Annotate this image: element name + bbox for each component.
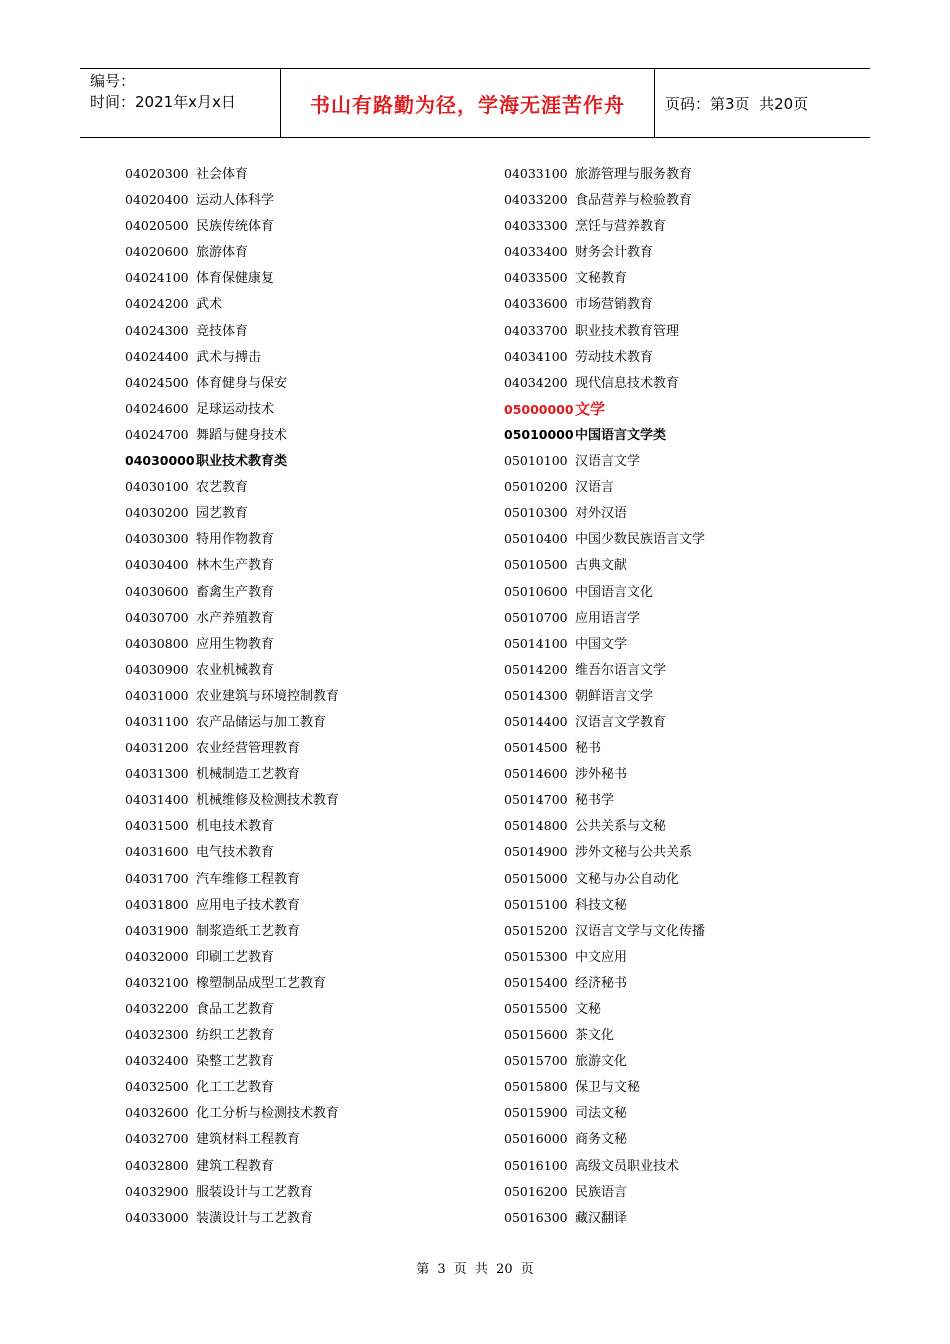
item-code: 05015800 <box>504 1079 568 1095</box>
list-item <box>504 970 705 996</box>
item-name: 橡塑制品成型工艺教育 <box>196 975 327 991</box>
item-code: 04030100 <box>125 479 189 495</box>
list-item <box>125 839 339 865</box>
item-code: 05015500 <box>504 1001 568 1016</box>
item-name: 茶文化 <box>575 1028 615 1044</box>
list-item <box>504 944 705 970</box>
item-code: 04031200 <box>125 740 189 756</box>
item-name: 农产品储运与加工教育 <box>196 714 327 730</box>
item-name: 涉外秘书 <box>575 767 628 783</box>
item-code: 05014100 <box>504 635 568 651</box>
list-item <box>504 761 705 787</box>
list-item <box>125 631 339 657</box>
item-code: 04024500 <box>125 374 189 390</box>
list-item <box>504 291 705 317</box>
item-code: 05010400 <box>504 531 568 547</box>
item-name: 汉语言文学 <box>575 454 641 470</box>
list-item <box>504 396 705 422</box>
item-code: 05015700 <box>504 1053 568 1069</box>
list-item <box>504 187 705 213</box>
item-code: 04030400 <box>125 557 189 573</box>
item-name: 服装设计与工艺教育 <box>196 1184 314 1200</box>
item-code: 05010700 <box>504 609 568 625</box>
list-item <box>125 579 339 605</box>
item-code: 04032100 <box>125 974 189 990</box>
item-code: 05015400 <box>504 974 568 990</box>
list-item <box>125 1074 339 1100</box>
item-name: 运动人体科学 <box>196 193 275 209</box>
item-code: 05016300 <box>504 1209 568 1225</box>
item-name: 电气技术教育 <box>196 845 275 861</box>
list-item <box>504 918 705 944</box>
item-code: 05016100 <box>504 1157 568 1173</box>
item-code: 05014500 <box>504 740 568 756</box>
item-name: 文秘与办公自动化 <box>575 871 680 887</box>
list-item <box>504 1205 705 1231</box>
list-item <box>125 1126 339 1152</box>
item-code: 04033700 <box>504 322 568 338</box>
item-name: 农业经营管理教育 <box>196 741 301 757</box>
item-name: 化工工艺教育 <box>196 1080 275 1096</box>
header-meta <box>80 69 281 137</box>
item-name: 职业技术教育类 <box>196 454 288 470</box>
list-item <box>125 605 339 631</box>
list-item <box>504 1022 705 1048</box>
left-column-list <box>125 161 339 1231</box>
item-code: 04032900 <box>125 1183 189 1199</box>
list-item <box>125 161 339 187</box>
item-code: 04033600 <box>504 296 568 312</box>
item-name: 染整工艺教育 <box>196 1054 275 1070</box>
item-name: 公共关系与文秘 <box>575 819 667 835</box>
item-code: 05010300 <box>504 505 568 521</box>
item-code: 04031000 <box>125 687 189 703</box>
item-name: 装潢设计与工艺教育 <box>196 1210 314 1226</box>
item-code: 05016200 <box>504 1183 568 1199</box>
list-item <box>504 866 705 892</box>
list-item <box>125 918 339 944</box>
item-name: 中文应用 <box>575 949 628 965</box>
list-item <box>504 683 705 709</box>
item-name: 农业机械教育 <box>196 662 275 678</box>
list-item <box>125 866 339 892</box>
item-code: 05014300 <box>504 687 568 703</box>
list-item <box>504 370 705 396</box>
item-name: 中国文学 <box>575 636 628 652</box>
item-name: 机械制造工艺教育 <box>196 767 301 783</box>
item-code: 04032300 <box>125 1027 189 1043</box>
item-name: 应用语言学 <box>575 610 641 626</box>
item-name: 科技文秘 <box>575 897 628 913</box>
item-name: 文秘教育 <box>575 271 628 287</box>
header-motto: 书山有路勤为径，学海无涯苦作舟 <box>281 69 655 137</box>
item-name: 旅游文化 <box>575 1054 628 1070</box>
item-name: 维吾尔语言文学 <box>575 662 667 678</box>
item-name: 汉语言 <box>575 480 615 496</box>
item-code: 04024700 <box>125 426 189 442</box>
item-code: 04024600 <box>125 400 189 416</box>
item-code: 05010600 <box>504 583 568 599</box>
item-code: 04032800 <box>125 1157 189 1173</box>
list-item <box>504 605 705 631</box>
item-code: 05010200 <box>504 479 568 495</box>
item-code: 04030200 <box>125 505 189 521</box>
item-name: 机电技术教育 <box>196 819 275 835</box>
item-name: 足球运动技术 <box>196 401 275 417</box>
list-item <box>504 1153 705 1179</box>
list-item <box>125 787 339 813</box>
item-name: 烹饪与营养教育 <box>575 219 667 235</box>
item-name: 武术与搏击 <box>196 349 262 365</box>
item-code: 05014700 <box>504 792 568 808</box>
list-item <box>504 813 705 839</box>
list-item <box>125 1100 339 1126</box>
item-name: 应用生物教育 <box>196 636 275 652</box>
item-code: 04024200 <box>125 296 189 312</box>
list-item <box>125 970 339 996</box>
list-item <box>504 344 705 370</box>
page-header <box>80 68 870 138</box>
item-name: 农业建筑与环境控制教育 <box>196 688 340 704</box>
item-code: 04030600 <box>125 583 189 599</box>
item-name: 建筑材料工程教育 <box>196 1132 301 1148</box>
list-item <box>504 500 705 526</box>
item-code: 05010500 <box>504 557 568 573</box>
item-name: 林木生产教育 <box>196 558 275 574</box>
item-code: 05014800 <box>504 818 568 834</box>
item-code: 04030000 <box>125 453 195 469</box>
item-name: 化工分析与检测技术教育 <box>196 1106 340 1122</box>
list-item <box>504 1074 705 1100</box>
item-code: 05014600 <box>504 766 568 782</box>
item-name: 社会体育 <box>196 167 249 182</box>
list-item <box>504 239 705 265</box>
list-item <box>504 474 705 500</box>
list-item <box>125 291 339 317</box>
list-item <box>504 631 705 657</box>
list-item <box>504 318 705 344</box>
item-name: 现代信息技术教育 <box>575 375 680 391</box>
item-name: 汉语言文学与文化传播 <box>575 923 706 939</box>
item-name: 文学 <box>575 399 606 418</box>
list-item <box>504 265 705 291</box>
item-code: 04033200 <box>504 192 568 208</box>
item-name: 机械维修及检测技术教育 <box>196 793 340 809</box>
item-name: 舞蹈与健身技术 <box>196 427 288 443</box>
item-code: 04034200 <box>504 374 568 390</box>
item-name: 农艺教育 <box>196 480 249 496</box>
item-code: 05010000 <box>504 426 574 442</box>
item-code: 05014900 <box>504 844 568 860</box>
item-code: 04031800 <box>125 896 189 912</box>
list-item <box>504 996 705 1022</box>
item-code: 04033400 <box>504 244 568 260</box>
item-code: 04033000 <box>125 1209 189 1225</box>
list-item <box>504 787 705 813</box>
item-code: 04024400 <box>125 348 189 364</box>
list-item <box>504 448 705 474</box>
item-name: 印刷工艺教育 <box>196 949 275 965</box>
item-name: 中国语言文化 <box>575 584 654 600</box>
item-name: 古典文献 <box>575 558 628 574</box>
item-name: 建筑工程教育 <box>196 1158 275 1174</box>
list-item <box>125 422 339 448</box>
item-code: 05015600 <box>504 1027 568 1043</box>
list-item <box>504 1179 705 1205</box>
item-name: 汉语言文学教育 <box>575 714 667 730</box>
list-item <box>125 213 339 239</box>
list-item <box>125 657 339 683</box>
list-item <box>504 657 705 683</box>
item-code: 04030300 <box>125 531 189 547</box>
item-name: 体育保健康复 <box>196 271 275 287</box>
item-name: 劳动技术教育 <box>575 349 654 365</box>
list-item <box>504 213 705 239</box>
item-code: 04032200 <box>125 1001 189 1016</box>
item-code: 04033300 <box>504 218 568 234</box>
list-item <box>125 265 339 291</box>
list-item <box>125 344 339 370</box>
list-item <box>504 579 705 605</box>
item-name: 民族语言 <box>575 1184 628 1200</box>
list-item <box>504 1126 705 1152</box>
item-name: 朝鲜语言文学 <box>575 688 654 704</box>
item-code: 04034100 <box>504 348 568 364</box>
list-item <box>504 1100 705 1126</box>
list-item <box>125 318 339 344</box>
item-code: 04024300 <box>125 322 189 338</box>
item-name: 中国少数民族语言文学 <box>575 532 706 548</box>
list-item <box>125 526 339 552</box>
item-name: 财务会计教育 <box>575 245 654 261</box>
item-code: 04020600 <box>125 244 189 260</box>
list-item <box>125 1153 339 1179</box>
right-column-list <box>504 161 705 1231</box>
list-item <box>125 996 339 1022</box>
item-name: 秘书学 <box>575 793 615 809</box>
item-code: 04031500 <box>125 818 189 834</box>
list-item <box>125 500 339 526</box>
item-code: 04032700 <box>125 1131 189 1147</box>
page-footer: 第 3 页 共 20 页 <box>416 1262 534 1277</box>
item-code: 04020300 <box>125 166 189 181</box>
item-name: 旅游体育 <box>196 245 249 261</box>
document-number-label: 编号： <box>90 72 136 90</box>
item-code: 04030800 <box>125 635 189 651</box>
item-code: 04032000 <box>125 948 189 964</box>
item-code: 05000000 <box>504 401 574 417</box>
list-item <box>504 892 705 918</box>
item-name: 高级文员职业技术 <box>575 1158 680 1174</box>
header-page-info: 页码：第3页 共20页 <box>665 94 809 113</box>
item-code: 04032500 <box>125 1079 189 1095</box>
item-name: 秘书 <box>575 741 602 757</box>
list-item <box>504 709 705 735</box>
item-code: 04024100 <box>125 270 189 286</box>
item-code: 04020400 <box>125 192 189 208</box>
item-name: 特用作物教育 <box>196 532 275 548</box>
item-code: 04033500 <box>504 270 568 286</box>
item-code: 05016000 <box>504 1131 568 1147</box>
list-item <box>504 422 705 448</box>
list-item <box>125 448 339 474</box>
item-name: 食品营养与检验教育 <box>575 193 693 209</box>
item-code: 05015900 <box>504 1105 568 1121</box>
item-code: 04030900 <box>125 661 189 677</box>
item-name: 制浆造纸工艺教育 <box>196 923 301 939</box>
item-code: 05015000 <box>504 870 568 886</box>
item-code: 04031600 <box>125 844 189 860</box>
item-name: 司法文秘 <box>575 1106 628 1122</box>
item-name: 藏汉翻译 <box>575 1210 628 1226</box>
list-item <box>125 709 339 735</box>
item-code: 04031300 <box>125 766 189 782</box>
list-item <box>125 735 339 761</box>
item-code: 04031100 <box>125 713 189 729</box>
item-name: 水产养殖教育 <box>196 610 275 626</box>
item-name: 旅游管理与服务教育 <box>575 167 693 182</box>
list-item <box>125 1048 339 1074</box>
item-code: 05015200 <box>504 922 568 938</box>
list-item <box>125 552 339 578</box>
item-code: 04030700 <box>125 609 189 625</box>
item-name: 保卫与文秘 <box>575 1080 641 1096</box>
item-name: 武术 <box>196 297 223 313</box>
item-name: 畜禽生产教育 <box>196 584 275 600</box>
list-item <box>125 187 339 213</box>
list-item <box>125 944 339 970</box>
list-item <box>125 813 339 839</box>
item-code: 05015300 <box>504 948 568 964</box>
list-item <box>504 526 705 552</box>
item-name: 市场营销教育 <box>575 297 654 313</box>
list-item <box>125 396 339 422</box>
list-item <box>125 683 339 709</box>
item-name: 中国语言文学类 <box>575 427 667 443</box>
document-time-label: 时间：2021年x月x日 <box>90 93 236 111</box>
item-name: 纺织工艺教育 <box>196 1028 275 1044</box>
list-item <box>504 552 705 578</box>
list-item <box>125 892 339 918</box>
item-code: 04031700 <box>125 870 189 886</box>
list-item <box>504 1048 705 1074</box>
list-item <box>125 1022 339 1048</box>
list-item <box>504 839 705 865</box>
item-code: 05014200 <box>504 661 568 677</box>
item-name: 食品工艺教育 <box>196 1002 275 1017</box>
item-name: 竞技体育 <box>196 323 249 339</box>
item-code: 05010100 <box>504 453 568 469</box>
item-name: 文秘 <box>575 1002 602 1017</box>
item-code: 04031400 <box>125 792 189 808</box>
item-code: 04032400 <box>125 1053 189 1069</box>
item-code: 04020500 <box>125 218 189 234</box>
item-name: 应用电子技术教育 <box>196 897 301 913</box>
item-name: 商务文秘 <box>575 1132 628 1148</box>
item-name: 对外汉语 <box>575 506 628 522</box>
item-name: 体育健身与保安 <box>196 375 288 391</box>
list-item <box>125 239 339 265</box>
item-code: 04031900 <box>125 922 189 938</box>
item-name: 园艺教育 <box>196 506 249 522</box>
list-item <box>125 1179 339 1205</box>
item-code: 05015100 <box>504 896 568 912</box>
item-code: 04032600 <box>125 1105 189 1121</box>
item-code: 05014400 <box>504 713 568 729</box>
item-name: 经济秘书 <box>575 975 628 991</box>
list-item <box>125 474 339 500</box>
item-name: 涉外文秘与公共关系 <box>575 845 693 861</box>
list-item <box>125 1205 339 1231</box>
item-name: 汽车维修工程教育 <box>196 871 301 887</box>
list-item <box>125 761 339 787</box>
list-item <box>504 735 705 761</box>
list-item <box>125 370 339 396</box>
list-item <box>504 161 705 187</box>
item-name: 民族传统体育 <box>196 219 275 235</box>
item-code: 04033100 <box>504 166 568 181</box>
item-name: 职业技术教育管理 <box>575 323 680 339</box>
